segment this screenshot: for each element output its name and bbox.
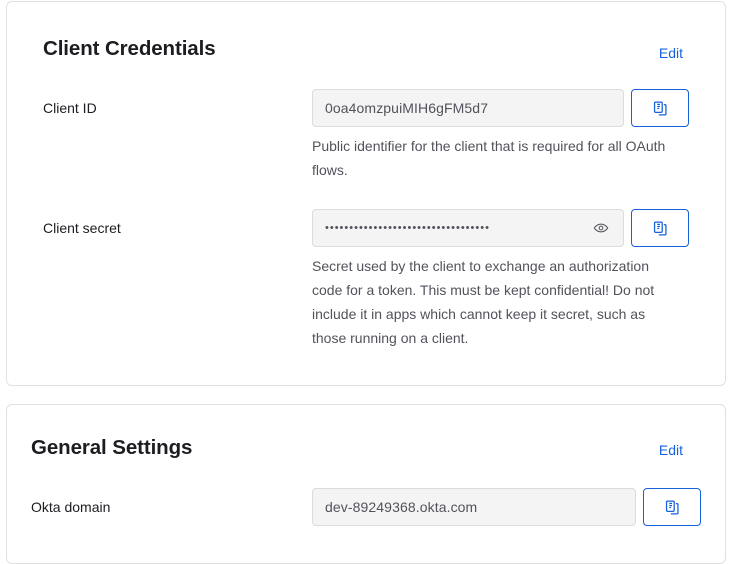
copy-icon: [652, 220, 669, 237]
okta-domain-input-group: [312, 488, 701, 526]
general-settings-card: [6, 404, 726, 564]
copy-client-secret-button[interactable]: [631, 209, 689, 247]
okta-domain-control: [312, 488, 701, 526]
client-secret-value: ••••••••••••••••••••••••••••••••••: [325, 222, 490, 234]
edit-general-settings-button[interactable]: Edit: [658, 442, 683, 458]
client-id-value: 0oa4omzpuiMIH6gFM5d7: [325, 100, 489, 116]
client-secret-help-text: Secret used by the client to exchange an authorization code for a token. This must be kept confidential! Do not include it in apps which cannot keep it secret, such as those running on a client.: [312, 258, 655, 346]
client-secret-field[interactable]: [312, 209, 624, 247]
general-settings-title: General Settings: [31, 436, 193, 459]
okta-domain-row: [31, 488, 701, 526]
okta-domain-label: Okta domain: [31, 499, 111, 515]
client-id-help-text: Public identifier for the client that is required for all OAuth flows.: [312, 138, 666, 178]
client-secret-label: Client secret: [43, 220, 121, 236]
client-secret-row: [43, 209, 689, 350]
client-secret-input-group: [312, 209, 689, 247]
client-credentials-header: [43, 36, 689, 62]
page-title: Client Credentials: [43, 37, 216, 60]
client-id-label: Client ID: [43, 100, 97, 116]
client-credentials-card: [6, 1, 726, 386]
edit-client-credentials-button[interactable]: Edit: [658, 45, 683, 61]
copy-client-id-button[interactable]: [631, 89, 689, 127]
copy-icon: [652, 100, 669, 117]
okta-domain-field[interactable]: [312, 488, 636, 526]
eye-icon[interactable]: [591, 218, 611, 238]
client-id-field[interactable]: [312, 89, 624, 127]
client-id-row: [43, 89, 689, 182]
client-id-control: [312, 89, 689, 182]
client-secret-control: [312, 209, 689, 350]
general-settings-header: [31, 435, 701, 461]
copy-okta-domain-button[interactable]: [643, 488, 701, 526]
client-id-input-group: [312, 89, 689, 127]
copy-icon: [664, 499, 681, 516]
settings-page: [0, 1, 732, 548]
okta-domain-value: dev-89249368.okta.com: [325, 499, 478, 515]
